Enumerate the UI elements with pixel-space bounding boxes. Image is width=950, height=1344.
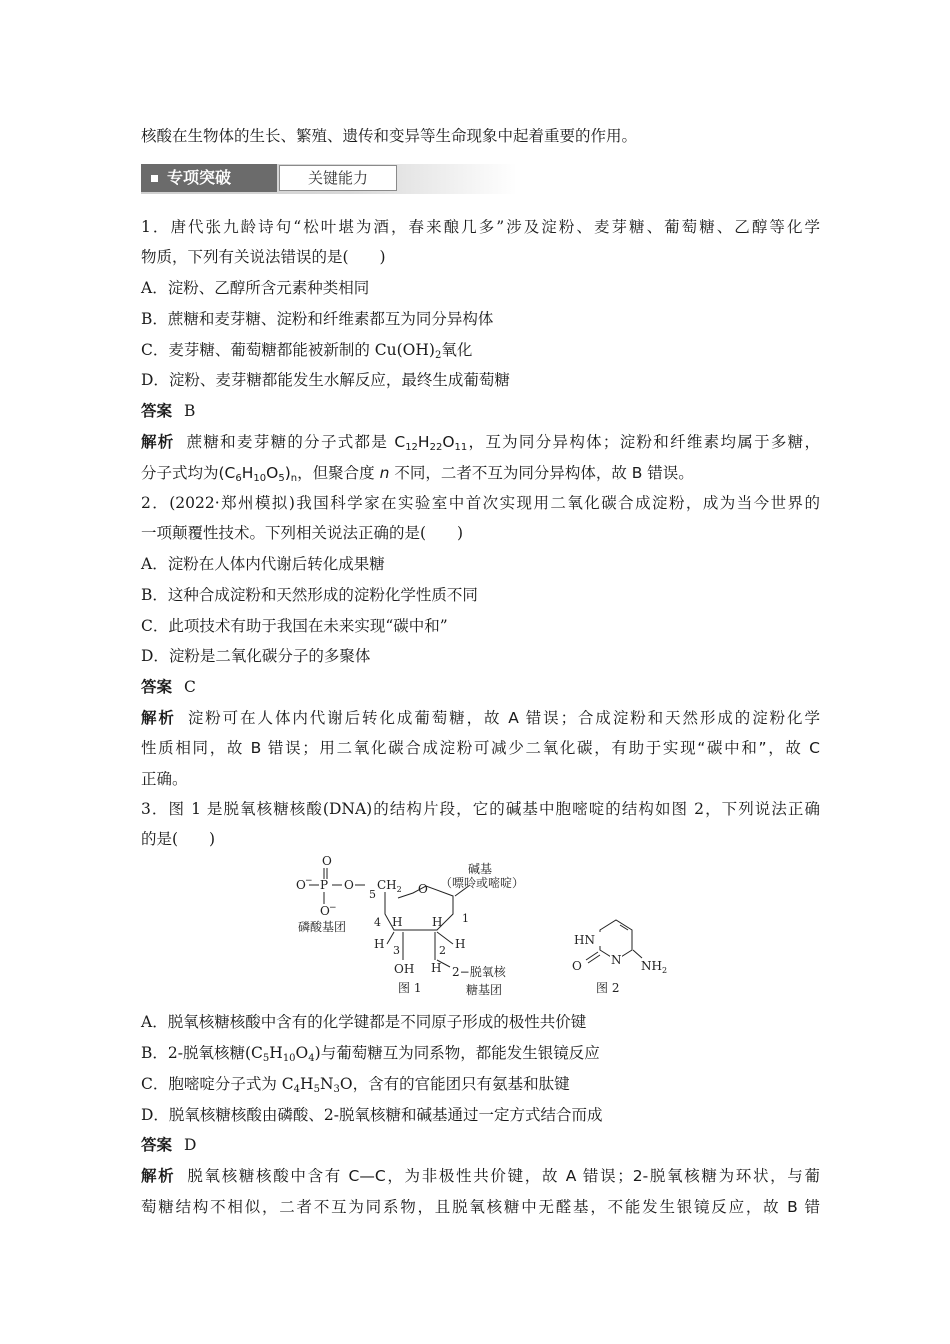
banner-tag-text: 专项突破 [167, 168, 232, 187]
q3-stem-line1: 3．图 1 是脱氧核糖核酸(DNA)的结构片段，它的碱基中胞嘧啶的结构如图 2，下列说法正确 [141, 800, 820, 818]
q1-stem-line1: 1．唐代张九龄诗句“松叶堪为酒，春来酿几多”涉及淀粉、麦芽糖、葡萄糖、乙醇等化学 [141, 218, 820, 236]
q3-analysis-line1: 解析 脱氧核糖核酸中含有 C—C，为非极性共价键，故 A 错误；2-脱氧核糖为环状，与葡 [141, 1167, 820, 1185]
fig1-c2: 2 [439, 944, 446, 957]
q1-stem-line2: 物质，下列有关说法错误的是( ) [141, 248, 386, 266]
intro-text: 核酸在生物体的生长、繁殖、遗传和变异等生命现象中起着重要的作用。 [141, 127, 638, 145]
q2-option-d: D．淀粉是二氧化碳分子的多聚体 [141, 647, 371, 665]
q2-option-b: B．这种合成淀粉和天然形成的淀粉化学性质不同 [141, 586, 478, 604]
q1-option-a: A．淀粉、乙醇所含元素种类相同 [141, 279, 370, 297]
fig1-h3: H [374, 937, 385, 951]
fig2-hn: HN [574, 933, 595, 947]
fig1-o-ring: O [418, 882, 428, 896]
fig1-c1: 1 [462, 912, 469, 925]
q2-option-a: A．淀粉在人体内代谢后转化成果糖 [141, 555, 385, 573]
fig1-o-left: O [296, 878, 306, 892]
q2-analysis-line3: 正确。 [141, 770, 188, 788]
fig1-o-mid: O [344, 878, 354, 892]
q3-option-c: C．胞嘧啶分子式为 $C_4H_5N_3O$，含有的官能团只有氨基和肽键 [141, 1075, 570, 1095]
q2-stem-line1: 2．(2022·郑州模拟)我国科学家在实验室中首次实现用二氧化碳合成淀粉，成为当今世界的 [141, 494, 820, 512]
q1-analysis-line1: 解析 蔗糖和麦芽糖的分子式都是 $C_{12}H_{22}O_{11}$，互为同分异构体；淀粉和纤维素均属于多糖， [141, 433, 820, 453]
fig1-minus-bottom: − [329, 903, 337, 913]
fig1-sugar-label1: 2−脱氧核 [452, 965, 506, 979]
fig1-o-top: O [322, 854, 332, 868]
banner-subtitle: 关键能力 [279, 165, 397, 191]
q3-analysis-line2: 萄糖结构不相似，二者不互为同系物，且脱氧核糖中无醛基，不能发生银镜反应，故 B 错 [141, 1198, 820, 1216]
fig1-sugar-label2: 糖基团 [466, 983, 503, 997]
q3-stem-line2: 的是( ) [141, 830, 216, 848]
q1-option-c: C．麦芽糖、葡萄糖都能被新制的 $Cu(OH)_2$氧化 [141, 341, 473, 361]
fig1-h5: H [431, 961, 442, 975]
q2-stem-line2: 一项颠覆性技术。下列相关说法正确的是( ) [141, 524, 464, 542]
q1-option-b: B．蔗糖和麦芽糖、淀粉和纤维素都互为同分异构体 [141, 310, 494, 328]
q1-analysis-line2: 分子式均为$(C_6H_{10}O_5)_n$，但聚合度 n 不同，二者不互为同分异构体，故 B 错误。 [141, 464, 694, 484]
q3-option-b: B．2-脱氧核糖$(C_5H_{10}O_4)$与葡萄糖互为同系物，都能发生银镜反应 [141, 1044, 600, 1064]
fig1-base-label2: （嘌呤或嘧啶） [440, 876, 525, 890]
fig1-c5: 5 [369, 888, 376, 901]
q1-answer: 答案 B [141, 402, 196, 420]
fig1-h2: H [432, 915, 443, 929]
fig1-phosphate-label: 磷酸基团 [298, 920, 347, 934]
banner-square-icon [151, 175, 158, 182]
fig1-caption: 图 1 [398, 981, 422, 995]
fig1-h4: H [455, 937, 466, 951]
q2-option-c: C．此项技术有助于我国在未来实现“碳中和” [141, 617, 448, 635]
fig1-c3: 3 [393, 944, 400, 957]
fig1-ch2: $CH_2$ [377, 878, 402, 894]
fig2-o: O [572, 959, 582, 973]
fig1-c4: 4 [374, 916, 381, 929]
q3-option-a: A．脱氧核糖核酸中含有的化学键都是不同原子形成的极性共价键 [141, 1013, 587, 1031]
fig1-oh: OH [394, 962, 415, 976]
q3-figures [290, 852, 670, 1002]
q2-answer: 答案 C [141, 678, 196, 696]
fig1-p: P [320, 878, 329, 892]
q2-analysis-line2: 性质相同，故 B 错误；用二氧化碳合成淀粉可减少二氧化碳，有助于实现“碳中和”，故 C [141, 739, 820, 757]
q1-option-d: D．淀粉、麦芽糖都能发生水解反应，最终生成葡萄糖 [141, 371, 510, 389]
figure1-dna-fragment [296, 854, 524, 997]
q3-option-d: D．脱氧核糖核酸由磷酸、2-脱氧核糖和碱基通过一定方式结合而成 [141, 1106, 603, 1124]
fig2-n: N [611, 953, 622, 967]
q3-answer: 答案 D [141, 1136, 197, 1154]
fig1-o-bottom: O [320, 904, 330, 918]
fig1-minus-left: − [305, 876, 313, 886]
q2-analysis-line1: 解析 淀粉可在人体内代谢后转化成葡萄糖，故 A 错误；合成淀粉和天然形成的淀粉化学 [141, 709, 820, 727]
fig2-caption: 图 2 [596, 981, 620, 995]
fig1-h1: H [392, 915, 403, 929]
fig2-nh2: $NH_2$ [641, 959, 668, 975]
fig1-base-label1: 碱基 [468, 862, 493, 876]
section-banner [141, 164, 517, 194]
figure2-cytosine [572, 920, 667, 995]
banner-tag [141, 164, 277, 192]
